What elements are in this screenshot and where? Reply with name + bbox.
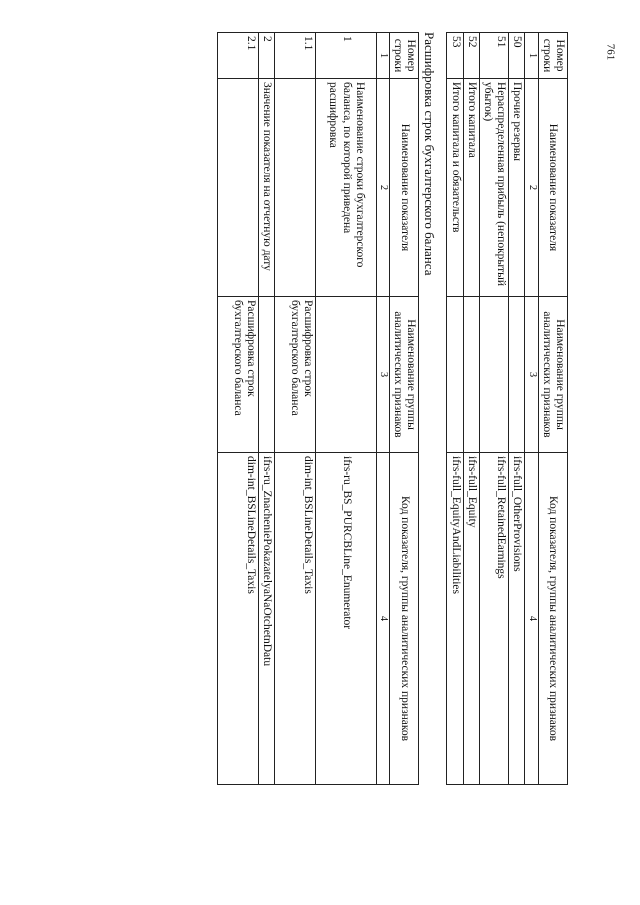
- column-number: 4: [525, 453, 538, 785]
- indicator-code: ifrs-ru_BS_PURCBLine_Enumerator: [315, 453, 376, 785]
- table-row: [479, 33, 508, 785]
- row-number: 1: [315, 33, 376, 79]
- row-number: 2: [258, 33, 274, 79]
- table-header-row: [390, 33, 419, 785]
- header-indicator-name: Наименование показателя: [538, 79, 567, 297]
- indicator-code: ifrs-full_EquityAndLiabilities: [447, 453, 463, 785]
- group-name: [479, 297, 508, 453]
- indicator-name: Значение показателя на отчетную дату: [258, 79, 274, 297]
- indicator-name: Нераспределенная прибыль (непокрытый убыток): [479, 79, 508, 297]
- column-number: 2: [376, 79, 389, 297]
- row-number: 2.1: [217, 33, 258, 79]
- row-number: 50: [509, 33, 525, 79]
- group-name: Расшифровка строк бухгалтерского баланса: [274, 297, 315, 453]
- header-indicator-name: Наименование показателя: [390, 79, 419, 297]
- row-number: 53: [447, 33, 463, 79]
- column-number: 4: [376, 453, 389, 785]
- column-number: 2: [525, 79, 538, 297]
- section-title: Расшифровка строк бухгалтерского баланса: [422, 32, 438, 276]
- page-number: 761: [603, 43, 616, 61]
- row-number: 52: [463, 33, 479, 79]
- indicator-name: Итого капитала и обязательств: [447, 79, 463, 297]
- indicator-code: dim-int_BSLineDetails_Taxis: [217, 453, 258, 785]
- table-row: [274, 33, 315, 785]
- header-row-number: Номер строки: [390, 33, 419, 79]
- table-balance-codes: [446, 32, 568, 785]
- group-name: Расшифровка строк бухгалтерского баланса: [217, 297, 258, 453]
- indicator-name: Итого капитала: [463, 79, 479, 297]
- indicator-name: [274, 79, 315, 297]
- column-number-row: [525, 33, 538, 785]
- header-group-name: Наименование группы аналитических признаков: [538, 297, 567, 453]
- indicator-name: Наименование строки бухгалтерского баланса, по которой приведена расшифровка: [315, 79, 376, 297]
- table-row: [463, 33, 479, 785]
- group-name: [463, 297, 479, 453]
- column-number: 3: [525, 297, 538, 453]
- group-name: [447, 297, 463, 453]
- group-name: [258, 297, 274, 453]
- table-row: [447, 33, 463, 785]
- column-number-row: [376, 33, 389, 785]
- indicator-name: [217, 79, 258, 297]
- table-row: [258, 33, 274, 785]
- indicator-name: Прочие резервы: [509, 79, 525, 297]
- header-code: Код показателя, группы аналитических признаков: [390, 453, 419, 785]
- row-number: 1.1: [274, 33, 315, 79]
- row-number: 51: [479, 33, 508, 79]
- indicator-code: ifrs-full_OtherProvisions: [509, 453, 525, 785]
- indicator-code: ifrs-full_RetainedEarnings: [479, 453, 508, 785]
- table-row: [217, 33, 258, 785]
- table-balance-line-details: [217, 32, 420, 785]
- group-name: [315, 297, 376, 453]
- column-number: 1: [376, 33, 389, 79]
- column-number: 1: [525, 33, 538, 79]
- rotated-content: [68, 32, 568, 882]
- table-row: [509, 33, 525, 785]
- indicator-code: ifrs-full_Equity: [463, 453, 479, 785]
- table-row: [315, 33, 376, 785]
- indicator-code: dim-int_BSLineDetails_Taxis: [274, 453, 315, 785]
- header-row-number: Номер строки: [538, 33, 567, 79]
- header-code: Код показателя, группы аналитических признаков: [538, 453, 567, 785]
- indicator-code: ifrs-ru_ZnacheniePokazatelyaNaOtchetnDatu: [258, 453, 274, 785]
- header-group-name: Наименование группы аналитических признаков: [390, 297, 419, 453]
- table-header-row: [538, 33, 567, 785]
- group-name: [509, 297, 525, 453]
- column-number: 3: [376, 297, 389, 453]
